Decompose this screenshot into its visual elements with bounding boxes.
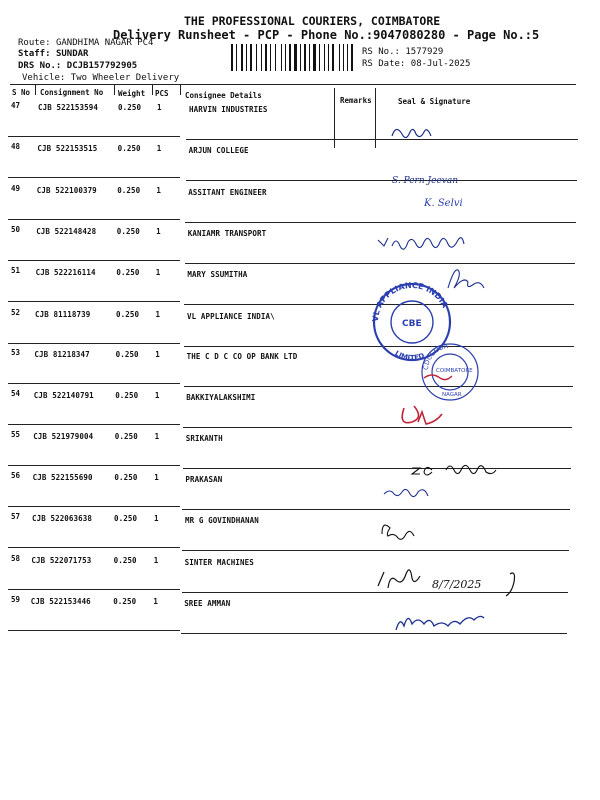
row-sno: 52 (11, 308, 21, 317)
signature-row-58-date: 8/7/2025 (432, 578, 482, 591)
col-head-seal: Seal & Signature (398, 97, 471, 106)
row-sno: 51 (11, 266, 21, 275)
row-pcs: 1 (155, 268, 161, 277)
row-consignment: CJB 522100379 (36, 186, 97, 195)
row-sno: 58 (11, 554, 21, 563)
row-pcs: 1 (156, 227, 161, 236)
runsheet-title: Delivery Runsheet - PCP - Phone No.:9047080280 - Page No.:5 (113, 28, 540, 42)
row-consignee: BAKKIYALAKSHIMI (186, 393, 256, 402)
vl-stamp-bottom: LIMITED (393, 349, 426, 363)
drs-value: DCJB157792905 (66, 61, 138, 71)
row-pcs: 1 (156, 186, 162, 195)
route-label: Route: (18, 38, 51, 48)
row-consignee: MARY SSUMITHA (187, 270, 248, 279)
row-sno: 54 (11, 389, 21, 398)
row-consignee: SINTER MACHINES (184, 558, 254, 567)
row-sno: 55 (11, 430, 21, 439)
signature-row-59 (396, 616, 484, 630)
row-consignee: KANIAMR TRANSPORT (187, 229, 267, 238)
signature-row-51 (448, 270, 484, 288)
rs-date-label: RS Date: (362, 59, 406, 69)
row-weight: 0.250 (115, 350, 139, 359)
row-pcs: 1 (153, 556, 159, 565)
row-consignment: CJB 522153594 (38, 103, 98, 112)
row-sno: 47 (11, 101, 21, 110)
vehicle-label: Vehicle: (22, 73, 66, 83)
vl-stamp-inner: CBE (402, 319, 422, 329)
signature-row-54 (402, 406, 442, 424)
row-weight: 0.250 (114, 473, 138, 482)
row-weight: 0.250 (118, 103, 142, 112)
col-head-pcs: PCS (155, 89, 169, 98)
col-head-consignment: Consignment No (40, 88, 104, 97)
staff-label: Staff: (18, 49, 51, 59)
cdc-stamp-mid: COIMBATORE (436, 368, 473, 374)
row-consignee: SRIKANTH (185, 434, 223, 443)
signature-row-58-date-mark (506, 573, 515, 596)
col-head-sno: S No (12, 88, 31, 97)
row-weight: 0.250 (113, 556, 137, 565)
row-consignee: VL APPLIANCE INDIA\ (187, 312, 275, 321)
row-consignee: PRAKASAN (185, 475, 223, 484)
row-weight: 0.250 (113, 597, 137, 606)
col-head-consignee: Consignee Details (185, 91, 262, 100)
row-consignee: HARVIN INDUSTRIES (189, 105, 268, 114)
row-pcs: 1 (154, 391, 160, 400)
signature-row-49: K. Selvi (424, 198, 463, 209)
signature-row-48: S. Pern Jeevan (392, 176, 459, 186)
cdc-stamp-top: CDCCOBA (421, 342, 449, 371)
row-weight: 0.250 (114, 514, 138, 523)
row-consignment: CJB 522140791 (33, 391, 94, 400)
row-pcs: 1 (156, 144, 162, 153)
row-pcs: 1 (154, 514, 159, 523)
vl-stamp-text: VL APPLIANCE INDIA (370, 280, 450, 323)
rs-no-label: RS No.: (362, 47, 400, 57)
row-consignment: CJB 81218347 (34, 350, 90, 359)
row-weight: 0.250 (114, 432, 138, 441)
col-head-remarks: Remarks (340, 96, 372, 105)
row-weight: 0.250 (115, 391, 139, 400)
row-sno: 59 (11, 595, 21, 604)
staff-value: SUNDAR (55, 49, 89, 59)
row-sno: 50 (11, 225, 21, 234)
row-weight: 0.250 (116, 268, 140, 277)
row-sno: 48 (11, 142, 21, 151)
row-consignee: SREE AMMAN (184, 599, 231, 608)
row-pcs: 1 (157, 103, 162, 112)
row-consignment: CJB 522071753 (31, 556, 92, 565)
row-consignment: CJB 522216114 (35, 268, 96, 277)
company-name: THE PROFESSIONAL COURIERS, COIMBATORE (184, 14, 441, 28)
signature-row-57 (382, 525, 414, 539)
row-sno: 56 (11, 471, 21, 480)
row-sno: 57 (11, 512, 21, 521)
row-weight: 0.250 (117, 186, 141, 195)
cdc-red-signature (424, 375, 452, 380)
row-consignee: ASSITANT ENGINEER (188, 188, 267, 197)
row-weight: 0.250 (116, 227, 140, 236)
cdc-stamp-bottom: NAGAR (442, 392, 462, 398)
row-pcs: 1 (154, 473, 159, 482)
row-pcs: 1 (154, 432, 160, 441)
row-weight: 0.250 (116, 310, 140, 319)
row-consignment: CJB 81118739 (35, 310, 91, 319)
row-consignee: ARJUN COLLEGE (188, 146, 249, 155)
vehicle-value: Two Wheeler Delivery (70, 73, 180, 83)
row-pcs: 1 (155, 350, 160, 359)
rs-no-value: 1577929 (405, 47, 444, 57)
row-consignment: CJB 522153446 (30, 597, 91, 606)
row-consignee: THE C D C CO OP BANK LTD (186, 352, 298, 361)
row-consignee: MR G GOVINDHANAN (185, 516, 259, 525)
rs-date-value: 08-Jul-2025 (410, 59, 471, 69)
row-pcs: 1 (155, 310, 161, 319)
signature-row-55 (412, 465, 496, 475)
row-pcs: 1 (153, 597, 159, 606)
signature-row-56 (384, 489, 428, 496)
row-consignment: CJB 522153515 (37, 144, 98, 153)
route-value: GANDHIMA NAGAR PC4 (55, 38, 154, 48)
signature-row-58 (378, 570, 420, 588)
row-sno: 53 (11, 348, 21, 357)
signature-row-47 (392, 129, 431, 137)
row-weight: 0.250 (117, 144, 141, 153)
row-consignment: CJB 522148428 (36, 227, 97, 236)
row-consignment: CJB 522063638 (32, 514, 92, 523)
row-sno: 49 (11, 184, 21, 193)
signature-row-50 (378, 238, 464, 249)
row-consignment: CJB 522155690 (32, 473, 93, 482)
drs-label: DRS No.: (18, 61, 62, 71)
row-consignment: CJB 521979004 (33, 432, 94, 441)
col-head-weight: Weight (118, 89, 146, 98)
